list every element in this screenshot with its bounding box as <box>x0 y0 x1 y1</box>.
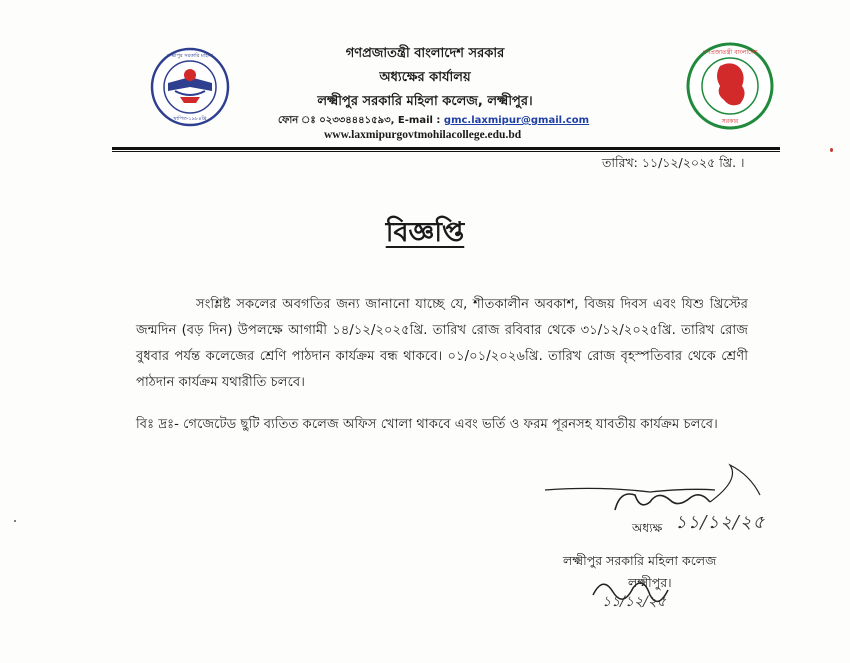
header-divider-thin <box>112 151 780 152</box>
notice-date: তারিখ: ১১/১২/২০২৫ খ্রি. । <box>602 155 745 170</box>
svg-text:স্থাপিত-১৯৮৪খ্রি: স্থাপিত-১৯৮৪খ্রি <box>173 116 207 122</box>
government-seal-logo <box>686 42 774 130</box>
notice-body-text: সংশ্লিষ্ট সকলের অবগতির জন্য জানানো যাচ্ছে যে, শীতকালীন অবকাশ, বিজয় দিবস এবং যিশু খ্রিস্টের জন্মদিন (বড় দিন) উপলক্ষে আগামী ১৪/১২/২০২৫খ্রি. তারিখ রোজ রবিবার থেকে ৩১/১২/২০২৫খ্রি. তারিখ রোজ বুধবার পর্যন্ত কলেজের শ্রেণি পাঠদান কার্যক্রম বন্ধ থাকবে। ০১/০১/২০২৬খ্রি. তারিখ রোজ বৃহস্পতিবার থেকে শ্রেণী পাঠদান কার্যক্রম যথারীতি চলবে। <box>136 297 748 390</box>
postscript: বিঃ দ্রঃ- গেজেটেড ছুটি ব্যতিত কলেজ অফিস খোলা থাকবে এবং ভর্তি ও ফরম পূরনসহ যাবতীয় কার্যক্রম চলবে। <box>136 417 718 432</box>
email-label: E-mail <box>397 115 433 126</box>
signatory-designation: অধ্যক্ষ <box>632 521 663 535</box>
notice-title-text: বিজ্ঞপ্তি <box>385 217 465 248</box>
svg-text:সরকার: সরকার <box>721 118 739 125</box>
website-link[interactable]: www.laxmipurgovtmohilacollege.edu.bd <box>324 129 522 141</box>
svg-text:লক্ষ্মীপুর সরকারি মহিলা: লক্ষ্মীপুর সরকারি মহিলা <box>166 53 214 59</box>
letterhead <box>0 0 850 150</box>
office-name: অধ্যক্ষের কার্যালয় <box>379 70 471 85</box>
signatory-college: লক্ষ্মীপুর সরকারি মহিলা কলেজ <box>563 553 717 568</box>
notice-body <box>136 292 748 396</box>
phone-number: ০২৩৩৪৪৪১৫৯৩ <box>319 115 391 126</box>
header-divider <box>112 147 780 150</box>
signatory-place: লক্ষ্মীপুর। <box>628 575 672 590</box>
government-name: গণপ্রজাতন্ত্রী বাংলাদেশ সরকার <box>345 46 505 61</box>
svg-text:গণপ্রজাতন্ত্রী বাংলাদেশ: গণপ্রজাতন্ত্রী বাংলাদেশ <box>702 49 758 56</box>
phone-label: ফোন <box>278 115 299 126</box>
contact-line: ফোন ঃ ০২৩৩৪৪৪১৫৯৩, E-mail : gmc.laxmipur@gmail.com <box>278 115 590 126</box>
date-value: ১১/১২/২০২৫ খ্রি. । <box>641 155 745 170</box>
college-name: লক্ষ্মীপুর সরকারি মহিলা কলেজ, লক্ষ্মীপুর। <box>317 94 533 109</box>
email-link[interactable]: gmc.laxmipur@gmail.com <box>443 115 590 126</box>
notice-title <box>0 212 850 257</box>
signature-date: ১১/১২/২৫ <box>675 512 766 533</box>
paper-speck <box>830 148 833 152</box>
paper-speck <box>14 520 16 522</box>
seal-date: ১১/১২/২৫ <box>602 594 666 610</box>
date-label: তারিখ <box>602 155 634 170</box>
